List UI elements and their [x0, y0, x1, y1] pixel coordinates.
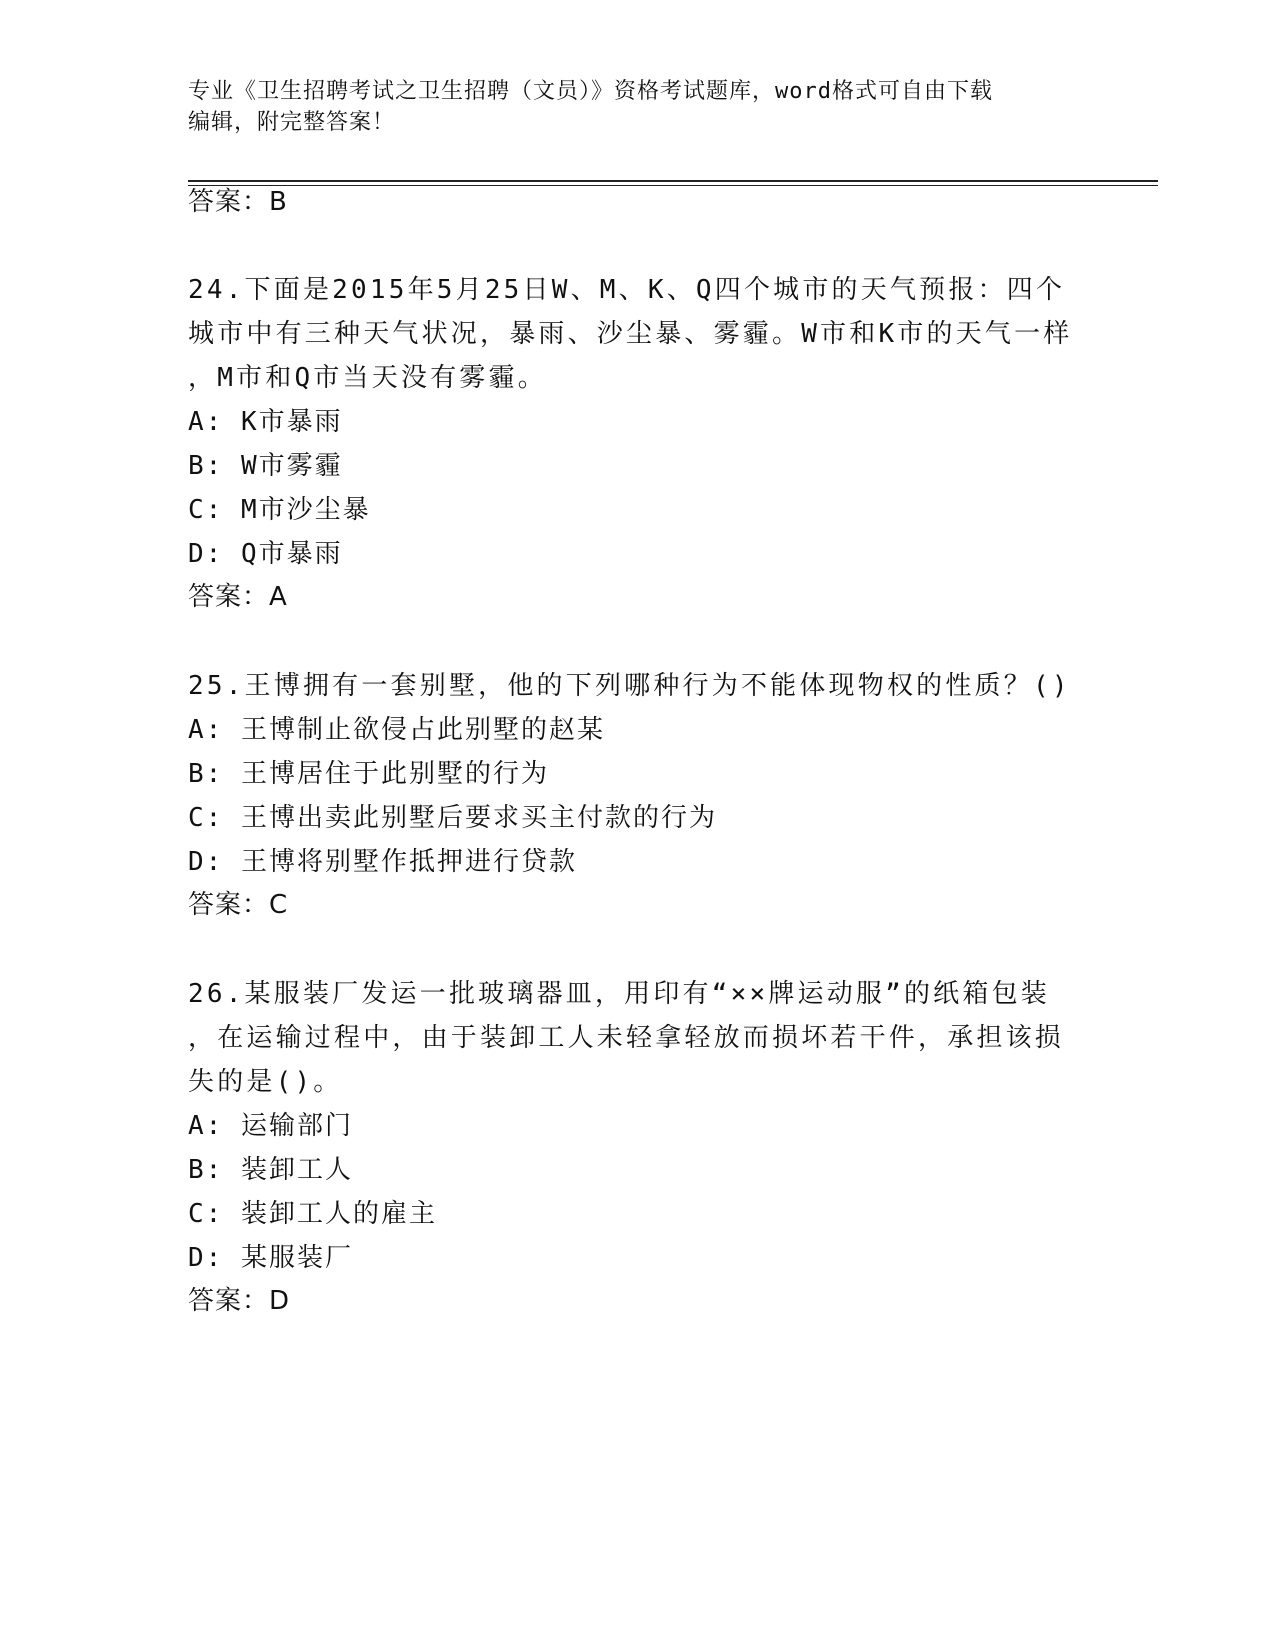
question-25-answer: 答案：C: [188, 890, 289, 920]
question-25-option-d: D: 王博将别墅作抵押进行贷款: [188, 847, 577, 877]
question-25-option-a: A: 王博制止欲侵占此别墅的赵某: [188, 715, 605, 745]
question-24-answer: 答案：A: [188, 582, 288, 612]
question-24-stem-line-2: 城市中有三种天气状况，暴雨、沙尘暴、雾霾。W市和K市的天气一样: [188, 319, 1073, 349]
question-25-option-b: B: 王博居住于此别墅的行为: [188, 759, 549, 789]
question-24-option-d: D: Q市暴雨: [188, 539, 343, 569]
question-24-option-a: A: K市暴雨: [188, 407, 343, 437]
question-24-stem-line-3: ，M市和Q市当天没有雾霾。: [188, 363, 547, 393]
question-26-stem-line-1: 26.某服装厂发运一批玻璃器皿，用印有“××牌运动服”的纸箱包装: [188, 979, 1050, 1009]
question-26-answer: 答案：D: [188, 1286, 291, 1316]
question-26-option-c: C: 装卸工人的雇主: [188, 1199, 437, 1229]
header-rule: [188, 180, 1158, 182]
question-25-option-c: C: 王博出卖此别墅后要求买主付款的行为: [188, 803, 717, 833]
document-header: [188, 76, 1088, 138]
question-26-option-b: B: 装卸工人: [188, 1155, 353, 1185]
question-26-option-a: A: 运输部门: [188, 1111, 353, 1141]
question-26-option-d: D: 某服装厂: [188, 1243, 353, 1273]
header-line-2: 编辑，附完整答案！: [188, 110, 396, 135]
question-26-stem-line-3: 失的是()。: [188, 1067, 343, 1097]
question-24-stem-line-1: 24.下面是2015年5月25日W、M、K、Q四个城市的天气预报：四个: [188, 275, 1066, 305]
question-24-option-c: C: M市沙尘暴: [188, 495, 371, 525]
previous-answer: 答案：B: [188, 187, 288, 217]
question-25-stem-line-1: 25.王博拥有一套别墅，他的下列哪种行为不能体现物权的性质？(): [188, 671, 1071, 701]
question-24-option-b: B: W市雾霾: [188, 451, 343, 481]
header-rule-thin: [188, 185, 1158, 186]
header-line-1: 专业《卫生招聘考试之卫生招聘（文员）》资格考试题库，word格式可自由下载: [188, 79, 993, 104]
question-26-stem-line-2: ，在运输过程中，由于装卸工人未轻拿轻放而损坏若干件，承担该损: [188, 1023, 1065, 1053]
